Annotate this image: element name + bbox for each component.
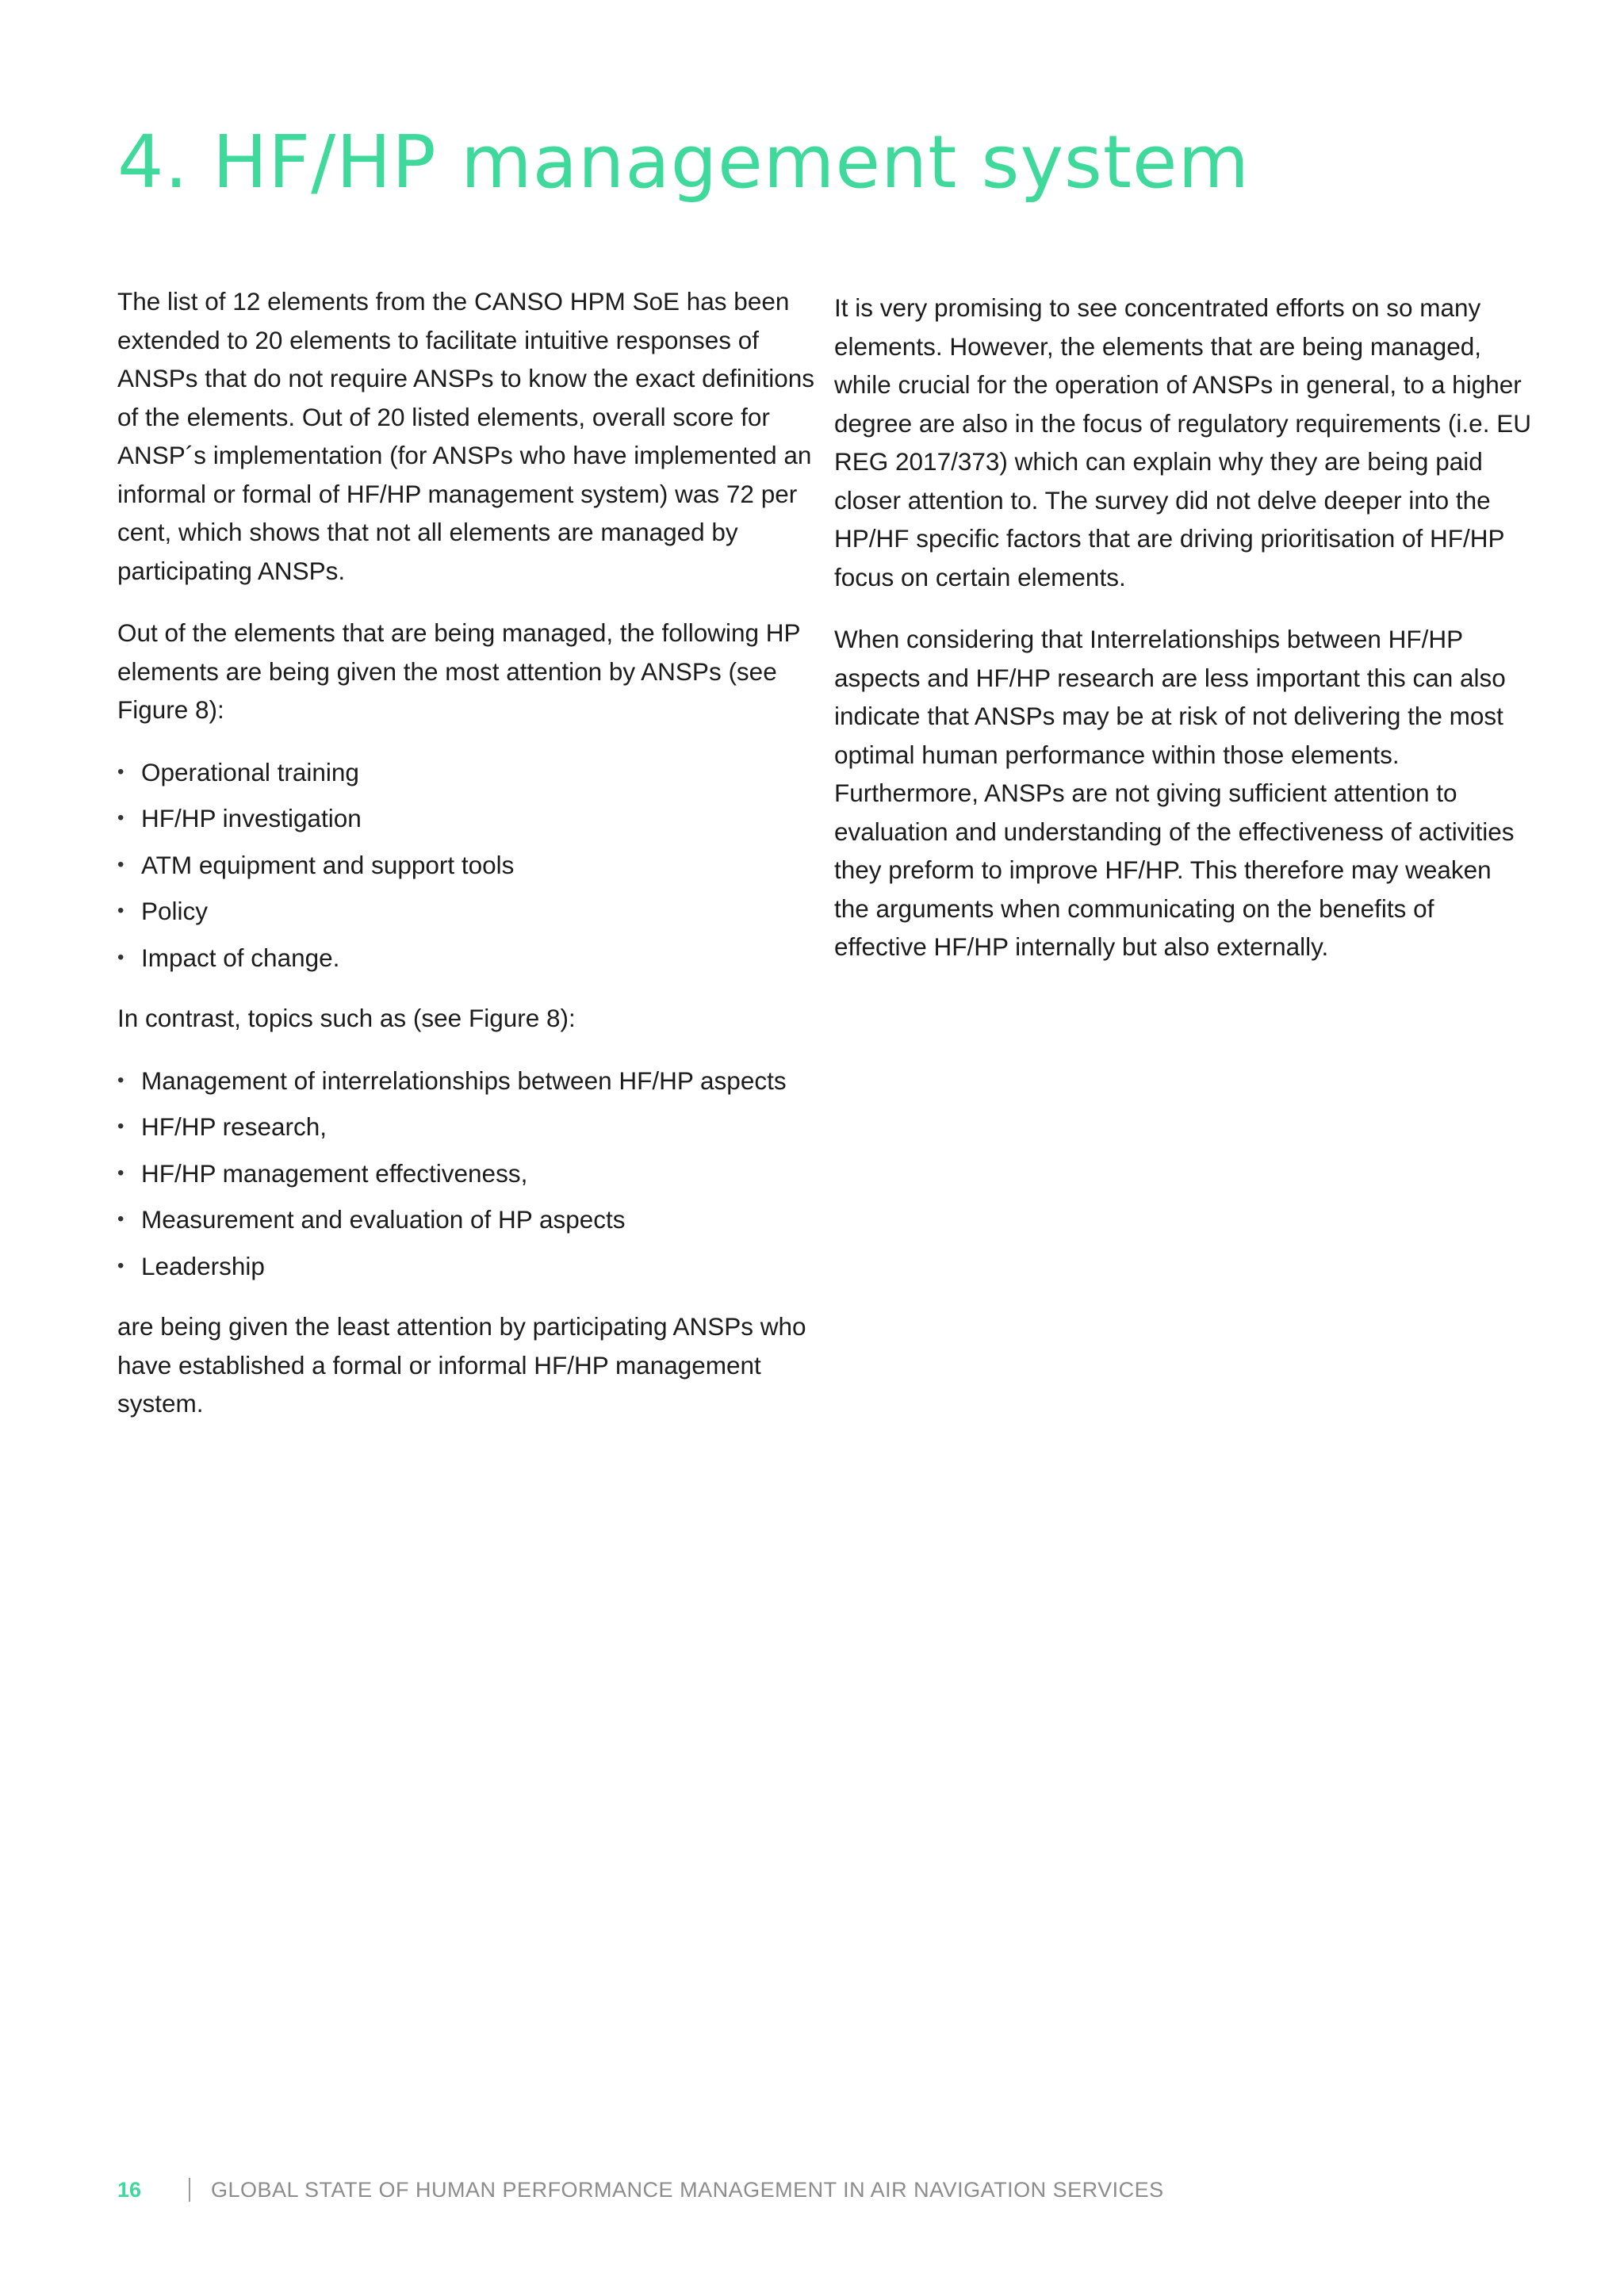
list-item: • HF/HP management effectiveness, [117,1154,815,1193]
list-item: • Management of interrelationships between HF/HP aspects [117,1062,815,1100]
paragraph-in-contrast: In contrast, topics such as (see Figure 8): [117,1004,576,1032]
bullet-icon: • [117,1208,124,1230]
most-attention-list [117,753,815,978]
list-item: • Leadership [117,1247,815,1286]
footer-divider [189,2178,190,2202]
least-attention-list [117,1062,815,1286]
list-item: • HF/HP investigation [117,799,815,838]
page-number: 16 [117,2177,142,2202]
bullet-icon: • [117,853,124,875]
list-item: • ATM equipment and support tools [117,846,815,885]
left-column [117,282,815,1447]
paragraph-intro: The list of 12 elements from the CANSO HPM SoE has been extended to 20 elements to facilitate intuitive responses of ANSPs that do not require ANSPs to know the exact definitions of the elements. Out of 20 listed elements, overall score for ANSP´s implementation (for ANSPs who have implemented an informal or formal of HF/HP management system) was 72 per cent, which shows that not all elements are managed by participating ANSPs. [117,287,814,585]
paragraph-least-attention: are being given the least attention by participating ANSPs who have established a formal or informal HF/HP management system. [117,1312,806,1418]
bullet-icon: • [117,1254,124,1276]
list-item: • HF/HP research, [117,1108,815,1146]
paragraph-most-attention: Out of the elements that are being managed, the following HP elements are being given the most attention by ANSPs (see Figure 8): [117,618,800,724]
bullet-icon: • [117,900,124,921]
list-item: • Operational training [117,753,815,792]
bullet-icon: • [117,946,124,968]
bullet-icon: • [117,1069,124,1091]
page-title: 4. HF/HP management system [117,120,1251,205]
bullet-icon: • [117,1161,124,1184]
footer-document-title: GLOBAL STATE OF HUMAN PERFORMANCE MANAGEMENT IN AIR NAVIGATION SERVICES [211,2177,1164,2202]
page-footer [117,2174,1164,2206]
paragraph-interrelationships: When considering that Interrelationships between HF/HP aspects and HF/HP research are less important this can also indicate that ANSPs may be at risk of not delivering the most optimal human performance within those elements. Furthermore, ANSPs are not giving sufficient attention to evaluation and understanding of the effectiveness of activities they preform to improve HF/HP. This therefore may weaken the arguments when communicating on the benefits of effective HF/HP internally but also externally. [834,625,1515,961]
right-column [834,289,1532,990]
bullet-icon: • [117,760,124,783]
list-item: • Impact of change. [117,939,815,978]
bullet-icon: • [117,1115,124,1137]
list-item: • Measurement and evaluation of HP aspects [117,1200,815,1239]
bullet-icon: • [117,807,124,828]
paragraph-promising: It is very promising to see concentrated efforts on so many elements. However, the elements that are being managed, while crucial for the operation of ANSPs in general, to a higher degree are also in the focus of regulatory requirements (i.e. EU REG 2017/373) which can explain why they are being paid closer attention to. The survey did not delve deeper into the HP/HF specific factors that are driving prioritisation of HF/HP focus on certain elements. [834,293,1531,591]
list-item: • Policy [117,892,815,931]
